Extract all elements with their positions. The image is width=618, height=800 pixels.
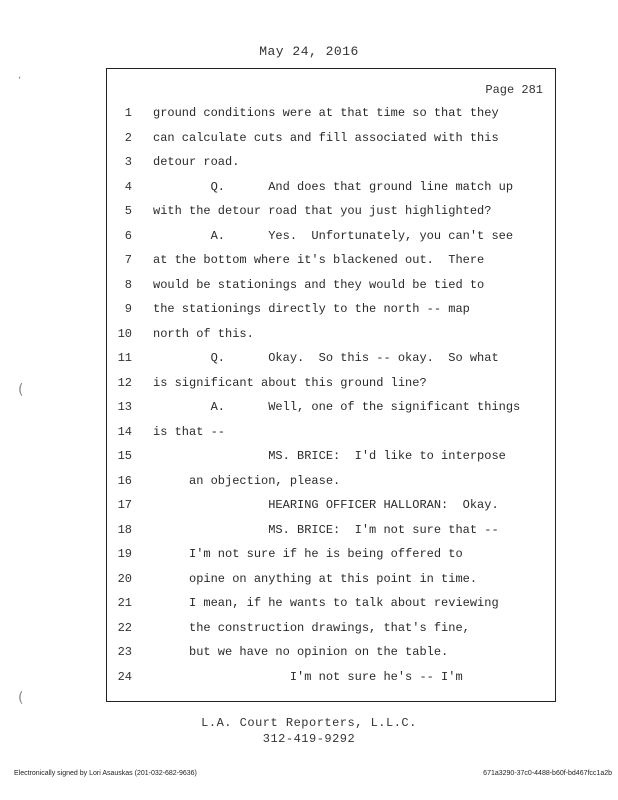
line-number: 17 (117, 498, 132, 512)
line-number: 23 (117, 645, 132, 659)
transcript-line: I mean, if he wants to talk about reviewing (153, 596, 499, 610)
scan-mark: ( (18, 690, 24, 706)
transcript-line: at the bottom where it's blackened out. There (153, 253, 485, 267)
line-number: 9 (124, 302, 132, 316)
transcript-line: is that -- (153, 424, 226, 439)
line-number: 16 (117, 473, 132, 488)
line-number: 13 (117, 400, 132, 414)
line-number: 18 (117, 522, 132, 537)
line-number: 11 (117, 351, 132, 365)
line-number: 21 (117, 596, 132, 610)
scan-mark: , (18, 70, 22, 81)
line-number: 8 (124, 277, 132, 292)
transcript-line: I'm not sure if he is being offered to (153, 547, 463, 561)
scan-mark: ( (18, 382, 24, 398)
line-number: 1 (124, 106, 132, 120)
line-number: 20 (117, 571, 132, 586)
transcript-line: I'm not sure he's -- I'm (153, 669, 463, 684)
line-number: 6 (124, 228, 132, 243)
line-number: 22 (117, 620, 132, 635)
line-number: 4 (124, 179, 132, 194)
transcript-line: can calculate cuts and fill associated with this (153, 130, 499, 145)
e-signature-note: Electronically signed by Lori Asauskas (201-032-682-9636) (14, 770, 197, 777)
line-number: 14 (117, 424, 132, 439)
transcript-line: ground conditions were at that time so that they (153, 106, 499, 120)
page-number: Page 281 (485, 83, 543, 97)
transcript-line: north of this. (153, 326, 254, 341)
line-number: 15 (117, 449, 132, 463)
line-number: 12 (117, 375, 132, 390)
transcript-line: opine on anything at this point in time. (153, 571, 478, 586)
transcript-line: but we have no opinion on the table. (153, 645, 449, 659)
transcript-line: an objection, please. (153, 473, 341, 488)
footer-company: L.A. Court Reporters, L.L.C. (201, 716, 417, 730)
header-date: May 24, 2016 (259, 44, 359, 59)
line-number: 10 (117, 326, 132, 341)
transcript-line: the stationings directly to the north -- map (153, 302, 470, 316)
transcript-line: Q. And does that ground line match up (153, 179, 514, 194)
transcript-line: with the detour road that you just highlighted? (153, 204, 492, 218)
line-number: 24 (117, 669, 132, 684)
transcript-line: MS. BRICE: I'd like to interpose (153, 449, 506, 463)
transcript-line: the construction drawings, that's fine, (153, 620, 470, 635)
transcript-line: A. Well, one of the significant things (153, 400, 521, 414)
transcript-line: A. Yes. Unfortunately, you can't see (153, 228, 514, 243)
transcript-line: is significant about this ground line? (153, 375, 427, 390)
footer-phone: 312-419-9292 (262, 732, 356, 746)
transcript-line: would be stationings and they would be tied to (153, 277, 485, 292)
transcript-line: HEARING OFFICER HALLORAN: Okay. (153, 498, 499, 512)
line-number: 2 (124, 130, 132, 145)
transcript-line: Q. Okay. So this -- okay. So what (153, 351, 499, 365)
transcript-line: detour road. (153, 155, 240, 169)
line-number: 7 (124, 253, 132, 267)
document-hash: 671a3290-37c0-4488-b60f-bd467fcc1a2b (483, 770, 612, 777)
line-number: 5 (124, 204, 132, 218)
line-number: 19 (117, 547, 132, 561)
line-number: 3 (124, 155, 132, 169)
transcript-line: MS. BRICE: I'm not sure that -- (153, 522, 499, 537)
